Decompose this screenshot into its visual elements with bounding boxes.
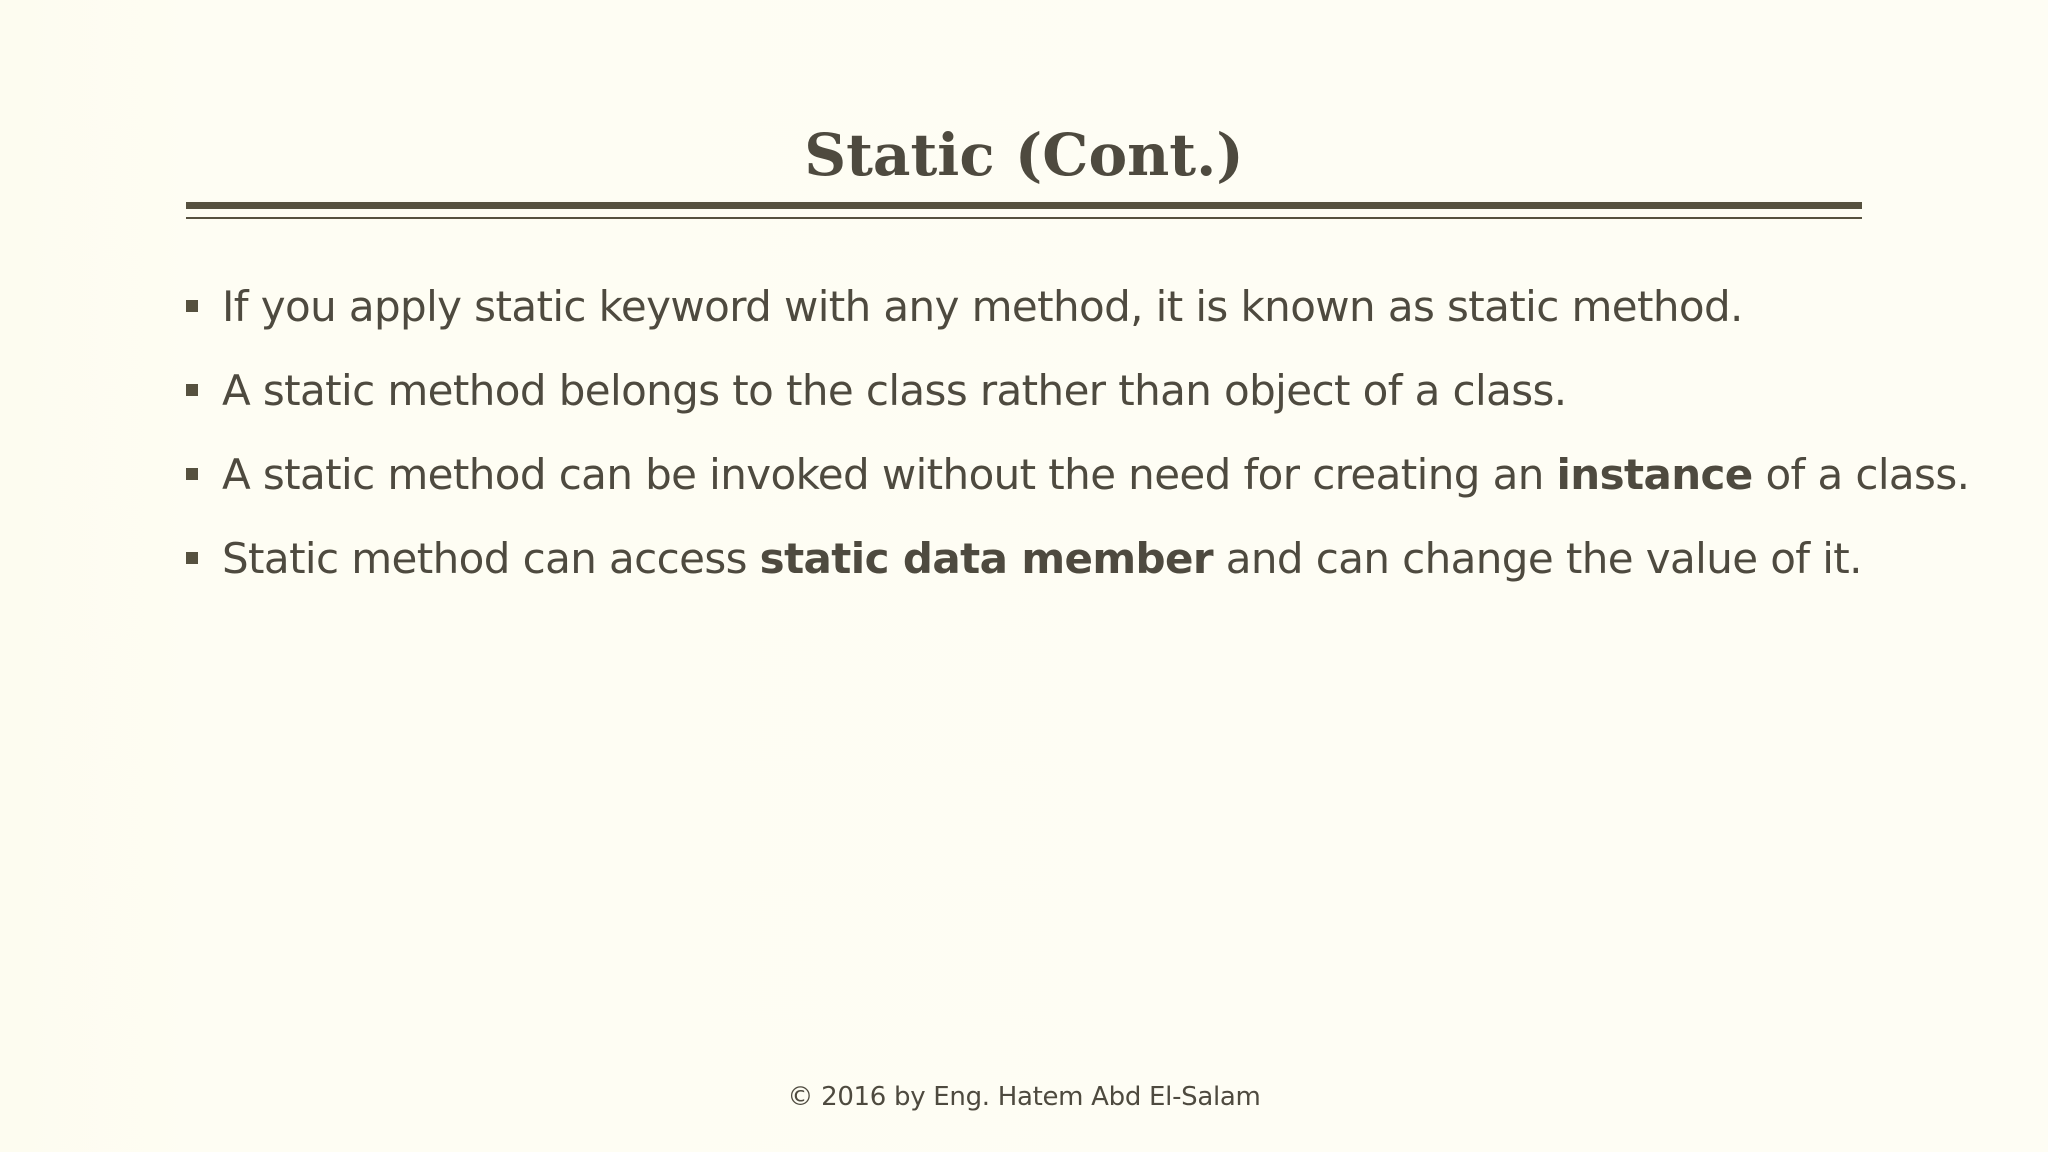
title-divider-thin: [186, 217, 1862, 219]
bullet-text: [222, 534, 1862, 583]
bullet-text-part: A static method belongs to the class rather than object of a class.: [222, 365, 1567, 415]
footer-copyright: © 2016 by Eng. Hatem Abd El-Salam: [787, 1082, 1261, 1112]
bullet-text-part: and can change the value of it.: [1213, 533, 1862, 583]
bullet-text-part: Static method can access: [222, 533, 760, 583]
bullet-text-part: of a class.: [1752, 449, 1970, 499]
bullet-text: [222, 450, 1969, 499]
bullet-text-part: If you apply static keyword with any method, it is known as static method.: [222, 281, 1743, 331]
bullet-item: [186, 348, 1886, 432]
bullet-text-part: A static method can be invoked without the need for creating an: [222, 449, 1557, 499]
bullet-text: [222, 366, 1567, 415]
bullet-text: [222, 282, 1743, 331]
bullet-text-emphasis: instance: [1556, 449, 1753, 499]
bullet-text-emphasis: static data member: [759, 533, 1214, 583]
square-bullet-icon: [186, 552, 198, 564]
title-divider-thick: [186, 202, 1862, 209]
bullet-list: [186, 264, 1970, 600]
square-bullet-icon: [186, 468, 198, 480]
square-bullet-icon: [186, 384, 198, 396]
square-bullet-icon: [186, 300, 198, 312]
bullet-item: [186, 264, 1886, 348]
bullet-item: [186, 432, 1970, 516]
bullet-item: [186, 516, 1886, 600]
slide-title: Static (Cont.): [804, 121, 1244, 189]
